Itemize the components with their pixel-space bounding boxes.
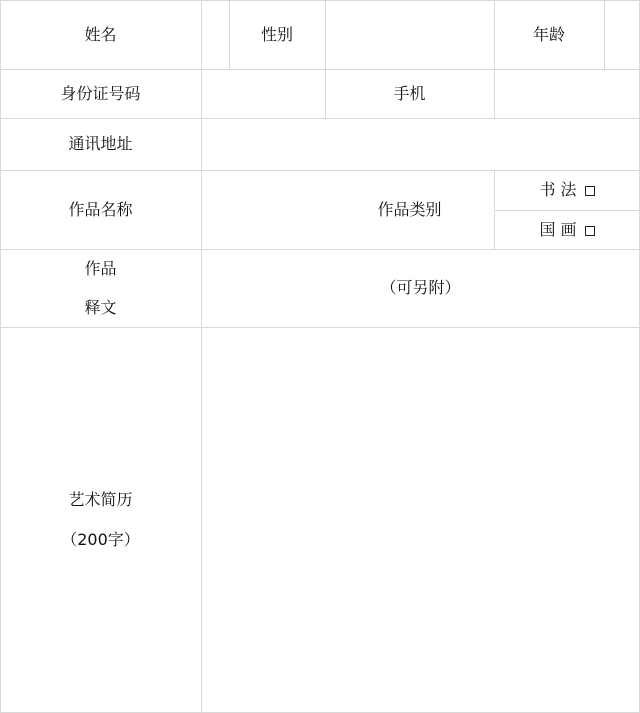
gender-value-cell[interactable] [325, 0, 494, 69]
phone-label-text: 手机 [393, 83, 426, 103]
work-category-label [325, 170, 494, 249]
category-option-painting[interactable] [494, 210, 640, 249]
category-option-painting-label: 国 画 [539, 219, 577, 239]
calligraphy-checkbox[interactable] [585, 186, 595, 196]
work-text-label [0, 249, 201, 327]
age-value-cell[interactable] [604, 0, 640, 69]
work-text-label-line2: 释文 [84, 298, 117, 317]
painting-checkbox[interactable] [585, 226, 595, 236]
bio-label-line1: 艺术简历 [68, 490, 133, 510]
id-value-cell[interactable] [201, 69, 325, 118]
category-option-calligraphy-label: 书 法 [539, 180, 577, 200]
work-name-value-cell[interactable] [201, 170, 325, 249]
name-label [0, 0, 201, 69]
id-label-text: 身份证号码 [60, 83, 141, 103]
address-label-text: 通讯地址 [68, 134, 133, 154]
work-text-note: （可另附） [380, 278, 461, 298]
age-label-text: 年龄 [532, 24, 565, 44]
bio-value-cell[interactable] [201, 327, 640, 712]
work-text-label-line1: 作品 [84, 258, 117, 278]
work-category-label-text: 作品类别 [377, 199, 442, 219]
work-name-label [0, 170, 201, 249]
phone-value-cell[interactable] [494, 69, 640, 118]
address-label [0, 118, 201, 170]
age-label [494, 0, 604, 69]
address-value-cell[interactable] [201, 118, 640, 170]
work-text-value-cell[interactable] [201, 249, 640, 327]
gender-label [229, 0, 325, 69]
bio-label-line2: （200字） [61, 529, 140, 549]
gender-label-text: 性别 [260, 24, 293, 44]
name-label-text: 姓名 [84, 24, 117, 44]
name-value-cell[interactable] [201, 0, 229, 69]
work-name-label-text: 作品名称 [68, 199, 133, 219]
phone-label [325, 69, 494, 118]
bio-label [0, 327, 201, 712]
id-label [0, 69, 201, 118]
category-option-calligraphy[interactable] [494, 170, 640, 210]
